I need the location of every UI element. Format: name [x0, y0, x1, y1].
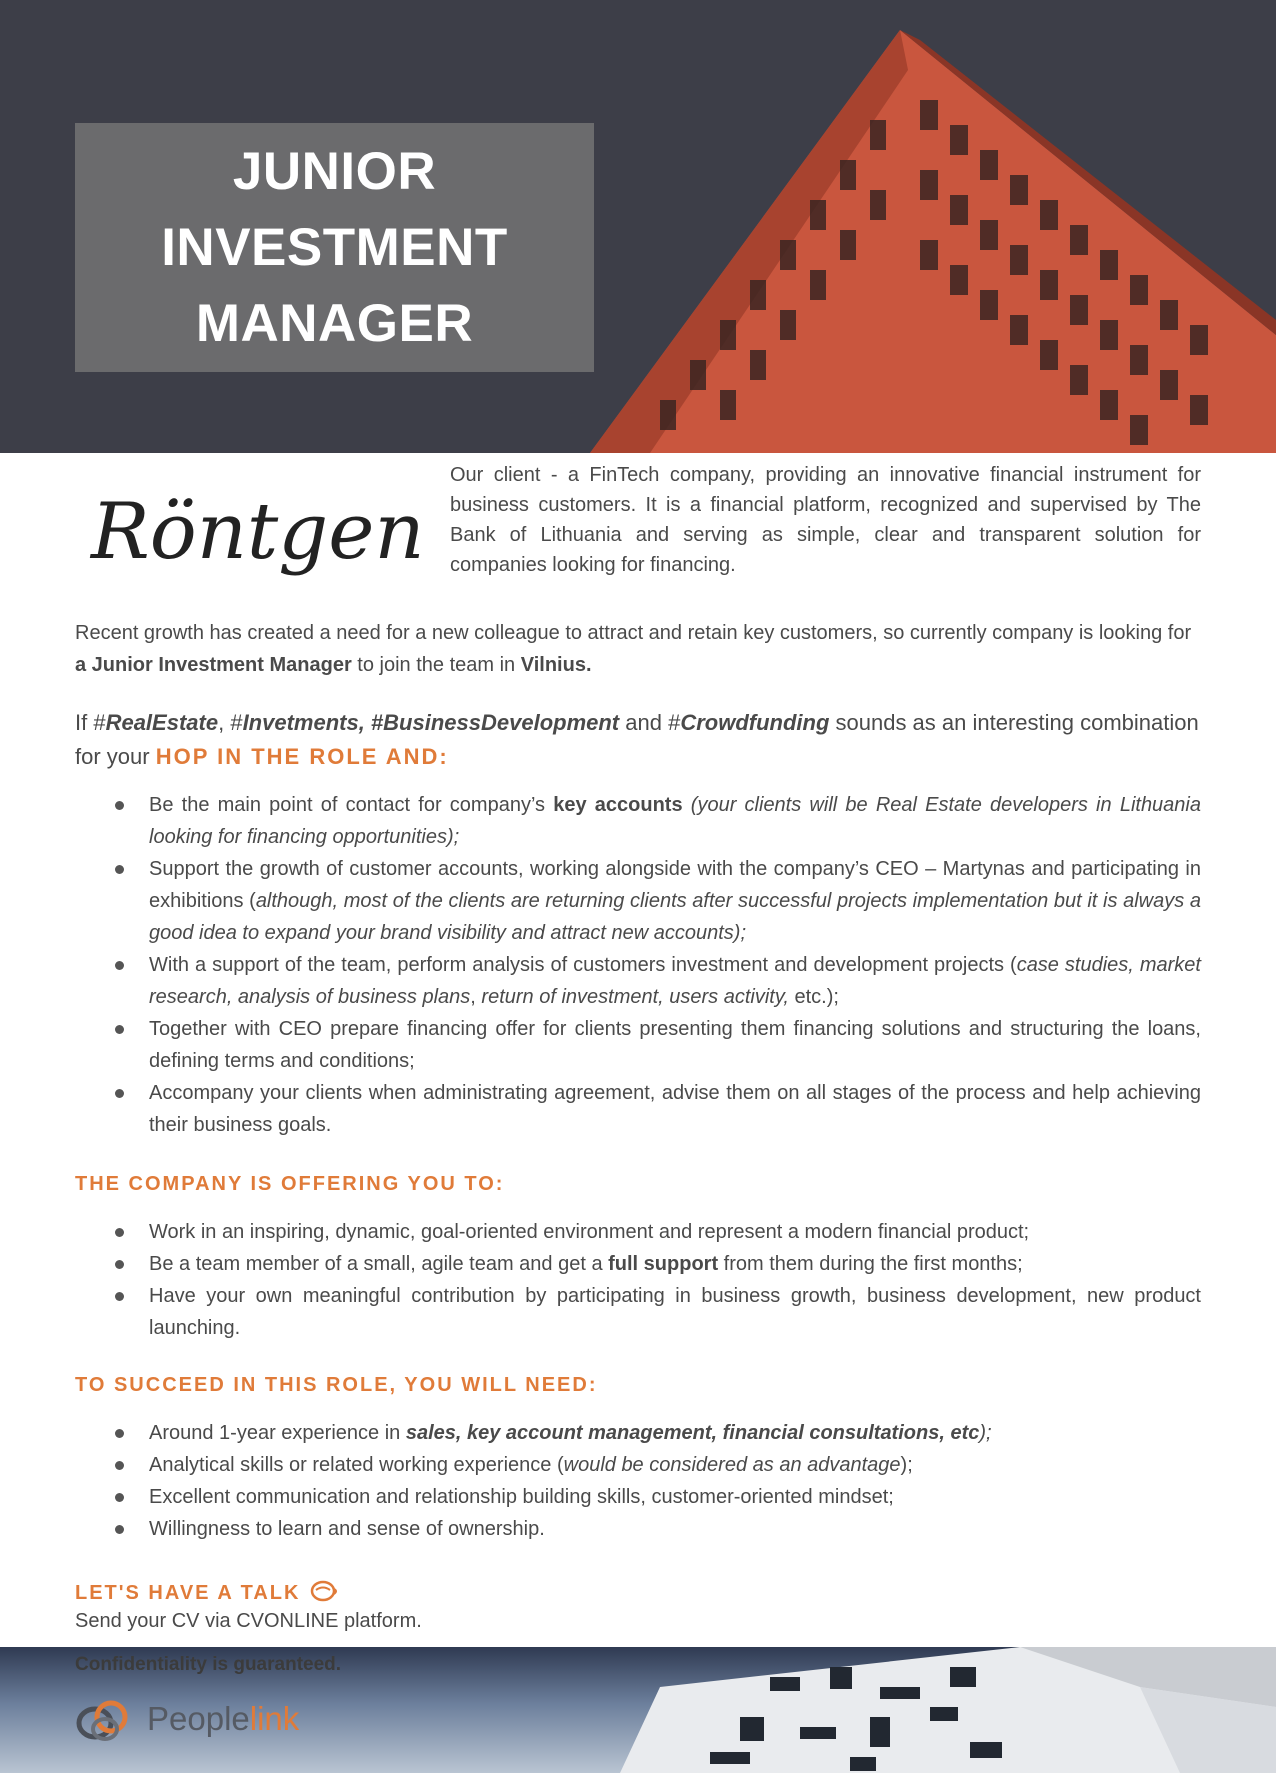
list-item: Have your own meaningful contribution by participating in business growth, business development, new product launching.: [75, 1280, 1201, 1344]
offer-heading: THE COMPANY IS OFFERING YOU TO:: [75, 1173, 505, 1195]
list-item: Around 1-year experience in sales, key account management, financial consultations, etc);: [75, 1417, 1201, 1449]
growth-paragraph: Recent growth has created a need for a new colleague to attract and retain key customers, so currently company is looking for a Junior Investment Manager to join the team in Vilnius.: [75, 622, 1192, 676]
job-title-line-2: INVESTMENT: [161, 217, 508, 277]
hashtags-paragraph: If #RealEstate, #Invetments, #BusinessDevelopment and #Crowdfunding sounds as an interesting combination for your HOP IN THE ROLE AND:: [75, 710, 1199, 769]
requirements-list: [75, 1417, 1201, 1545]
list-item: Together with CEO prepare financing offer for clients presenting them financing solutions and structuring the loans, defining terms and conditions;: [75, 1013, 1201, 1077]
list-item: Excellent communication and relationship building skills, customer-oriented mindset;: [75, 1481, 1201, 1513]
svg-text:Röntgen: Röntgen: [91, 487, 425, 577]
confidentiality-note: Confidentiality is guaranteed.: [75, 1654, 342, 1675]
list-item: Work in an inspiring, dynamic, goal-oriented environment and represent a modern financial product;: [75, 1216, 1201, 1248]
role-list: [75, 789, 1201, 1141]
peoplelink-logo: Peoplelink: [75, 1695, 299, 1743]
hop-in-heading: HOP IN THE ROLE AND:: [155, 744, 449, 769]
list-item: With a support of the team, perform analysis of customers investment and development projects (case studies, market research, analysis of business plans, return of investment, users activity, etc.);: [75, 949, 1201, 1013]
succeed-heading: TO SUCCEED IN THIS ROLE, YOU WILL NEED:: [75, 1374, 598, 1396]
client-logo: [85, 470, 425, 610]
job-title-line-3: MANAGER: [195, 293, 474, 353]
job-title-box: [75, 123, 594, 372]
list-item: Willingness to learn and sense of ownership.: [75, 1513, 1201, 1545]
list-item: Accompany your clients when administrating agreement, advise them on all stages of the process and help achieving their business goals.: [75, 1077, 1201, 1141]
building-photo: [590, 30, 1276, 453]
hero-banner: [0, 0, 1276, 453]
peoplelink-mark-icon: [75, 1695, 137, 1743]
modern-building-photo: [620, 1647, 1276, 1773]
talk-heading: LET'S HAVE A TALK: [75, 1579, 338, 1605]
list-item: Support the growth of customer accounts, working alongside with the company’s CEO – Martynas and participating in exhibitions (although, most of the clients are returning clients after successful projects implementation but it is always a good idea to expand your brand visibility and attract new accounts);: [75, 853, 1201, 949]
client-intro: Our client - a FinTech company, providing an innovative financial instrument for business customers. It is a financial platform, recognized and supervised by The Bank of Lithuania and serving as simple, clear and transparent solution for companies looking for financing.: [450, 464, 1201, 576]
coffee-cup-icon: [310, 1579, 338, 1603]
list-item: Analytical skills or related working experience (would be considered as an advantage);: [75, 1449, 1201, 1481]
list-item: Be a team member of a small, agile team and get a full support from them during the first months;: [75, 1248, 1201, 1280]
send-cv-text: Send your CV via CVONLINE platform.: [75, 1610, 422, 1632]
list-item: Be the main point of contact for company’s key accounts (your clients will be Real Estate developers in Lithuania looking for financing opportunities);: [75, 789, 1201, 853]
offer-list: [75, 1216, 1201, 1344]
job-title-line-1: JUNIOR: [232, 141, 437, 201]
